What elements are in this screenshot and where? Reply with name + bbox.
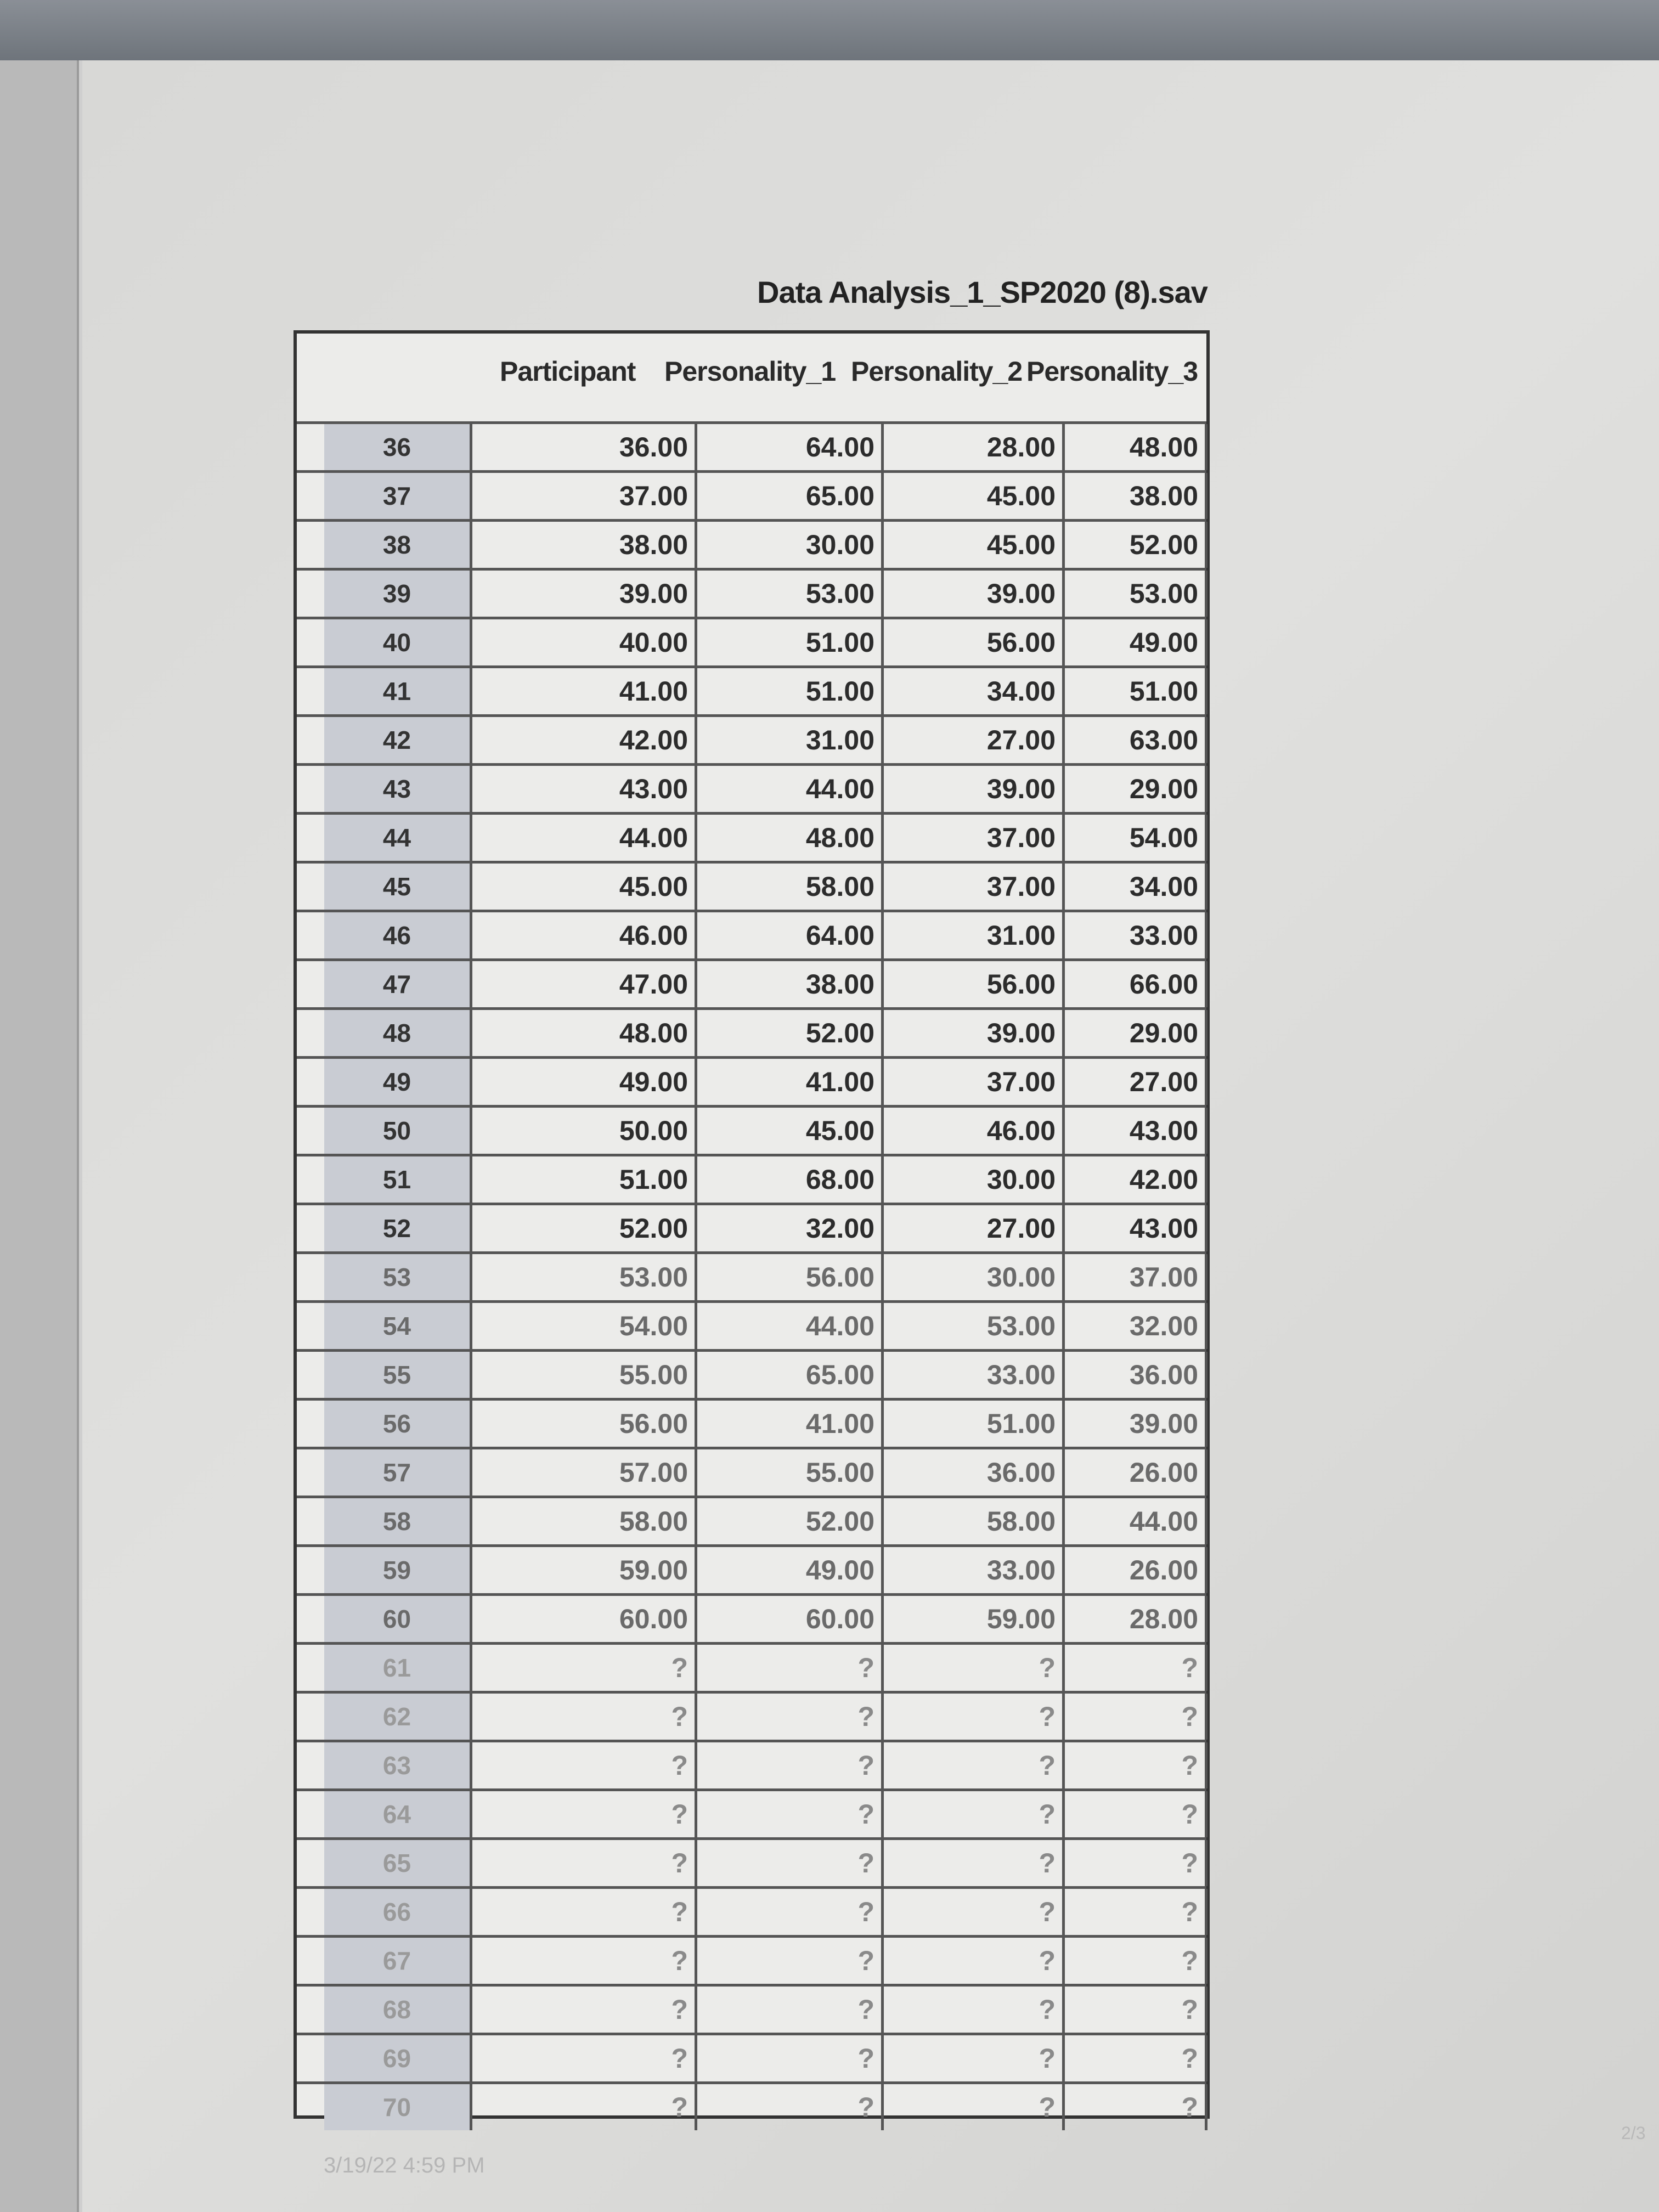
table-cell[interactable]: 54.00	[1026, 815, 1207, 861]
table-cell[interactable]: ?	[884, 1840, 1065, 1886]
table-cell[interactable]: 44.00	[516, 815, 697, 861]
table-cell[interactable]: 34.00	[1026, 864, 1207, 910]
row-number[interactable]: 59	[324, 1547, 472, 1593]
table-cell[interactable]: 65.00	[703, 1352, 884, 1398]
table-cell[interactable]: ?	[884, 1645, 1065, 1691]
table-cell[interactable]: ?	[1026, 2035, 1207, 2081]
table-cell[interactable]: 46.00	[884, 1108, 1065, 1154]
row-number[interactable]: 65	[324, 1840, 472, 1886]
row-number[interactable]: 41	[324, 668, 472, 714]
table-cell[interactable]: ?	[884, 1742, 1065, 1788]
table-cell[interactable]: 34.00	[884, 668, 1065, 714]
table-cell[interactable]: ?	[703, 2084, 884, 2130]
table-cell[interactable]: 49.00	[703, 1547, 884, 1593]
table-cell[interactable]: ?	[703, 1938, 884, 1984]
table-row[interactable]	[297, 1544, 1206, 1593]
table-row[interactable]	[297, 910, 1206, 958]
row-number[interactable]: 53	[324, 1254, 472, 1300]
table-row[interactable]	[297, 861, 1206, 910]
row-number[interactable]: 42	[324, 717, 472, 763]
row-number[interactable]: 57	[324, 1449, 472, 1496]
row-number[interactable]: 46	[324, 912, 472, 958]
table-cell[interactable]: 48.00	[703, 815, 884, 861]
table-row[interactable]	[297, 1154, 1206, 1203]
data-table	[294, 330, 1210, 2123]
table-cell[interactable]: 45.00	[884, 473, 1065, 519]
row-number[interactable]: 45	[324, 864, 472, 910]
table-cell[interactable]: ?	[516, 1742, 697, 1788]
row-number[interactable]: 47	[324, 961, 472, 1007]
row-number[interactable]: 49	[324, 1059, 472, 1105]
column-header-participant[interactable]: Participant	[500, 356, 636, 387]
table-cell[interactable]: ?	[1026, 1645, 1207, 1691]
column-header-personality-2[interactable]: Personality_2	[851, 356, 1023, 387]
table-row[interactable]	[297, 1300, 1206, 1349]
table-row[interactable]	[297, 1788, 1206, 1837]
row-number[interactable]: 48	[324, 1010, 472, 1056]
table-cell[interactable]: 53.00	[703, 571, 884, 617]
table-row[interactable]	[297, 1593, 1206, 1642]
table-cell[interactable]: 49.00	[516, 1059, 697, 1105]
table-cell[interactable]: ?	[516, 1694, 697, 1740]
table-cell[interactable]: 40.00	[516, 619, 697, 665]
table-cell[interactable]: 53.00	[884, 1303, 1065, 1349]
table-cell[interactable]: 30.00	[703, 522, 884, 568]
table-row[interactable]	[297, 812, 1206, 861]
table-cell[interactable]: 52.00	[1026, 522, 1207, 568]
table-cell[interactable]: ?	[884, 2084, 1065, 2130]
table-cell[interactable]: 51.00	[516, 1156, 697, 1203]
table-cell[interactable]: 37.00	[884, 1059, 1065, 1105]
table-cell[interactable]: 33.00	[1026, 912, 1207, 958]
table-cell[interactable]: ?	[703, 1645, 884, 1691]
table-row[interactable]	[297, 568, 1206, 617]
table-row[interactable]	[297, 1886, 1206, 1935]
table-cell[interactable]: 56.00	[516, 1401, 697, 1447]
table-cell[interactable]: 37.00	[884, 815, 1065, 861]
table-row[interactable]	[297, 1251, 1206, 1300]
table-cell[interactable]: ?	[703, 1840, 884, 1886]
table-cell[interactable]: ?	[703, 1694, 884, 1740]
row-number[interactable]: 52	[324, 1205, 472, 1251]
table-cell[interactable]: 31.00	[884, 912, 1065, 958]
table-cell[interactable]: 30.00	[884, 1254, 1065, 1300]
row-number[interactable]: 37	[324, 473, 472, 519]
table-cell[interactable]: 41.00	[703, 1059, 884, 1105]
table-cell[interactable]: 64.00	[703, 912, 884, 958]
table-row[interactable]	[297, 470, 1206, 519]
table-cell[interactable]: ?	[1026, 1987, 1207, 2033]
row-number[interactable]: 50	[324, 1108, 472, 1154]
table-row[interactable]	[297, 1984, 1206, 2033]
table-cell[interactable]: 50.00	[516, 1108, 697, 1154]
row-number[interactable]: 43	[324, 766, 472, 812]
table-cell[interactable]: 28.00	[884, 424, 1065, 470]
column-header-personality-3[interactable]: Personality_3	[1026, 356, 1198, 387]
table-cell[interactable]: ?	[1026, 1791, 1207, 1837]
table-cell[interactable]: 58.00	[884, 1498, 1065, 1544]
table-cell[interactable]: 32.00	[703, 1205, 884, 1251]
table-cell[interactable]: ?	[516, 1987, 697, 2033]
table-row[interactable]	[297, 617, 1206, 665]
column-header-personality-1[interactable]: Personality_1	[664, 356, 836, 387]
table-cell[interactable]: 63.00	[1026, 717, 1207, 763]
table-cell[interactable]: 66.00	[1026, 961, 1207, 1007]
table-cell[interactable]: 51.00	[1026, 668, 1207, 714]
table-row[interactable]	[297, 763, 1206, 812]
table-row[interactable]	[297, 519, 1206, 568]
table-cell[interactable]: 52.00	[516, 1205, 697, 1251]
table-cell[interactable]: ?	[703, 1791, 884, 1837]
table-cell[interactable]: ?	[516, 1791, 697, 1837]
table-cell[interactable]: 46.00	[516, 912, 697, 958]
table-cell[interactable]: ?	[516, 1938, 697, 1984]
table-cell[interactable]: ?	[1026, 2084, 1207, 2130]
table-cell[interactable]: 64.00	[703, 424, 884, 470]
table-cell[interactable]: ?	[516, 2035, 697, 2081]
table-cell[interactable]: 59.00	[516, 1547, 697, 1593]
table-row[interactable]	[297, 714, 1206, 763]
row-number[interactable]: 56	[324, 1401, 472, 1447]
table-cell[interactable]: 51.00	[703, 619, 884, 665]
table-cell[interactable]: 56.00	[884, 961, 1065, 1007]
table-row[interactable]	[297, 1105, 1206, 1154]
table-row[interactable]	[297, 1398, 1206, 1447]
row-number[interactable]: 58	[324, 1498, 472, 1544]
table-cell[interactable]: 39.00	[516, 571, 697, 617]
table-cell[interactable]: 39.00	[884, 571, 1065, 617]
table-cell[interactable]: 29.00	[1026, 766, 1207, 812]
table-cell[interactable]: 60.00	[703, 1596, 884, 1642]
page-indicator: 2/3	[1621, 2123, 1646, 2143]
table-cell[interactable]: 43.00	[516, 766, 697, 812]
table-cell[interactable]: ?	[703, 1742, 884, 1788]
table-cell[interactable]: 47.00	[516, 961, 697, 1007]
table-cell[interactable]: ?	[1026, 1840, 1207, 1886]
row-number[interactable]: 62	[324, 1694, 472, 1740]
table-cell[interactable]: 33.00	[884, 1352, 1065, 1398]
row-number[interactable]: 63	[324, 1742, 472, 1788]
table-cell[interactable]: 41.00	[516, 668, 697, 714]
table-row[interactable]	[297, 665, 1206, 714]
table-cell[interactable]: 36.00	[1026, 1352, 1207, 1398]
row-number[interactable]: 64	[324, 1791, 472, 1837]
table-cell[interactable]: 41.00	[703, 1401, 884, 1447]
table-cell[interactable]: 44.00	[703, 766, 884, 812]
table-cell[interactable]: ?	[1026, 1889, 1207, 1935]
table-cell[interactable]: 48.00	[1026, 424, 1207, 470]
table-cell[interactable]: ?	[1026, 1694, 1207, 1740]
table-row[interactable]	[297, 958, 1206, 1007]
row-number[interactable]: 69	[324, 2035, 472, 2081]
left-panel	[0, 60, 79, 2212]
table-cell[interactable]: ?	[703, 1987, 884, 2033]
table-row[interactable]	[297, 2033, 1206, 2081]
table-cell[interactable]: ?	[1026, 1742, 1207, 1788]
table-row[interactable]	[297, 421, 1206, 470]
table-cell[interactable]: 55.00	[703, 1449, 884, 1496]
table-cell[interactable]: 43.00	[1026, 1108, 1207, 1154]
table-cell[interactable]: 54.00	[516, 1303, 697, 1349]
row-number[interactable]: 40	[324, 619, 472, 665]
table-cell[interactable]: ?	[703, 2035, 884, 2081]
table-cell[interactable]: 38.00	[1026, 473, 1207, 519]
table-cell[interactable]: 28.00	[1026, 1596, 1207, 1642]
table-cell[interactable]: ?	[884, 1987, 1065, 2033]
table-cell[interactable]: 27.00	[884, 717, 1065, 763]
row-number[interactable]: 51	[324, 1156, 472, 1203]
table-cell[interactable]: 56.00	[703, 1254, 884, 1300]
table-cell[interactable]: ?	[884, 1938, 1065, 1984]
table-row[interactable]	[297, 1740, 1206, 1788]
table-cell[interactable]: 43.00	[1026, 1205, 1207, 1251]
table-cell[interactable]: ?	[516, 1889, 697, 1935]
table-cell[interactable]: 44.00	[703, 1303, 884, 1349]
table-cell[interactable]: 65.00	[703, 473, 884, 519]
table-cell[interactable]: 57.00	[516, 1449, 697, 1496]
table-cell[interactable]: 37.00	[1026, 1254, 1207, 1300]
table-cell[interactable]: 48.00	[516, 1010, 697, 1056]
table-row[interactable]	[297, 1349, 1206, 1398]
table-cell[interactable]: 53.00	[516, 1254, 697, 1300]
row-number[interactable]: 44	[324, 815, 472, 861]
table-cell[interactable]: 52.00	[703, 1010, 884, 1056]
table-cell[interactable]: 52.00	[703, 1498, 884, 1544]
table-row[interactable]	[297, 1642, 1206, 1691]
table-cell[interactable]: 58.00	[703, 864, 884, 910]
row-number[interactable]: 60	[324, 1596, 472, 1642]
row-number[interactable]: 61	[324, 1645, 472, 1691]
table-cell[interactable]: ?	[516, 1645, 697, 1691]
row-number[interactable]: 70	[324, 2084, 472, 2130]
table-row[interactable]	[297, 1935, 1206, 1984]
table-cell[interactable]: 39.00	[884, 1010, 1065, 1056]
table-cell[interactable]: 55.00	[516, 1352, 697, 1398]
table-cell[interactable]: ?	[703, 1889, 884, 1935]
table-cell[interactable]: 38.00	[516, 522, 697, 568]
table-cell[interactable]: 38.00	[703, 961, 884, 1007]
document-title: Data Analysis_1_SP2020 (8).sav	[757, 275, 1207, 309]
table-cell[interactable]: 51.00	[703, 668, 884, 714]
table-cell[interactable]: 60.00	[516, 1596, 697, 1642]
table-body	[297, 421, 1206, 2130]
table-cell[interactable]: ?	[884, 2035, 1065, 2081]
table-cell[interactable]: 37.00	[516, 473, 697, 519]
table-cell[interactable]: ?	[884, 1694, 1065, 1740]
table-cell[interactable]: 53.00	[1026, 571, 1207, 617]
table-cell[interactable]: 44.00	[1026, 1498, 1207, 1544]
table-cell[interactable]: 45.00	[703, 1108, 884, 1154]
table-cell[interactable]: ?	[1026, 1938, 1207, 1984]
row-number[interactable]: 68	[324, 1987, 472, 2033]
table-cell[interactable]: 45.00	[884, 522, 1065, 568]
table-row[interactable]	[297, 1837, 1206, 1886]
row-number[interactable]: 38	[324, 522, 472, 568]
table-row[interactable]	[297, 2081, 1206, 2130]
table-cell[interactable]: 59.00	[884, 1596, 1065, 1642]
monitor-top-bar	[0, 0, 1659, 60]
table-cell[interactable]: 42.00	[516, 717, 697, 763]
table-cell[interactable]: ?	[884, 1889, 1065, 1935]
table-cell[interactable]: ?	[884, 1791, 1065, 1837]
table-cell[interactable]: 39.00	[1026, 1401, 1207, 1447]
table-cell[interactable]: 45.00	[516, 864, 697, 910]
table-cell[interactable]: 36.00	[516, 424, 697, 470]
table-cell[interactable]: 29.00	[1026, 1010, 1207, 1056]
table-cell[interactable]: 26.00	[1026, 1547, 1207, 1593]
table-cell[interactable]: 27.00	[1026, 1059, 1207, 1105]
table-cell[interactable]: ?	[516, 1840, 697, 1886]
table-row[interactable]	[297, 1496, 1206, 1544]
table-cell[interactable]: 51.00	[884, 1401, 1065, 1447]
table-row[interactable]	[297, 1691, 1206, 1740]
table-cell[interactable]: 39.00	[884, 766, 1065, 812]
table-cell[interactable]: 30.00	[884, 1156, 1065, 1203]
row-number[interactable]: 55	[324, 1352, 472, 1398]
table-header-row	[297, 356, 1206, 405]
row-number[interactable]: 39	[324, 571, 472, 617]
row-number[interactable]: 66	[324, 1889, 472, 1935]
row-number[interactable]: 54	[324, 1303, 472, 1349]
row-number[interactable]: 36	[324, 424, 472, 470]
table-cell[interactable]: 33.00	[884, 1547, 1065, 1593]
table-row[interactable]	[297, 1007, 1206, 1056]
table-cell[interactable]: 26.00	[1026, 1449, 1207, 1496]
table-cell[interactable]: ?	[516, 2084, 697, 2130]
table-cell[interactable]: 27.00	[884, 1205, 1065, 1251]
row-number[interactable]: 67	[324, 1938, 472, 1984]
table-cell[interactable]: 32.00	[1026, 1303, 1207, 1349]
table-cell[interactable]: 56.00	[884, 619, 1065, 665]
table-row[interactable]	[297, 1447, 1206, 1496]
table-row[interactable]	[297, 1203, 1206, 1251]
table-cell[interactable]: 68.00	[703, 1156, 884, 1203]
table-cell[interactable]: 31.00	[703, 717, 884, 763]
table-cell[interactable]: 37.00	[884, 864, 1065, 910]
footer-timestamp: 3/19/22 4:59 PM	[324, 2153, 485, 2177]
table-cell[interactable]: 58.00	[516, 1498, 697, 1544]
table-cell[interactable]: 36.00	[884, 1449, 1065, 1496]
table-row[interactable]	[297, 1056, 1206, 1105]
table-cell[interactable]: 42.00	[1026, 1156, 1207, 1203]
table-cell[interactable]: 49.00	[1026, 619, 1207, 665]
